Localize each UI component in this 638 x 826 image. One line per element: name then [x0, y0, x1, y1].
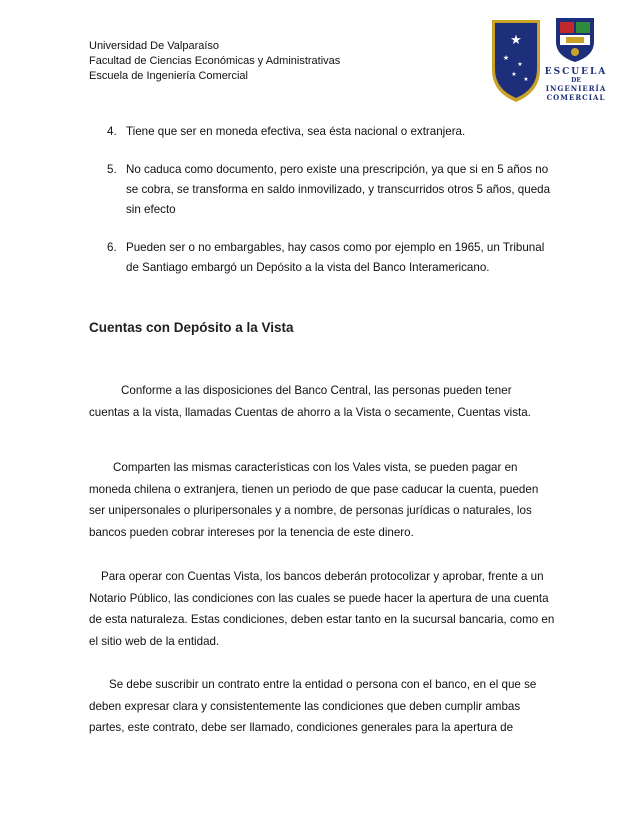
list-item	[89, 238, 559, 278]
list-item	[89, 160, 559, 220]
paragraph: Conforme a las disposiciones del Banco Central, las personas pueden tener cuentas a la vista, llamadas Cuentas de ahorro a la Vista o secamente, Cuentas vista.	[89, 384, 531, 419]
list-item-text: Pueden ser o no embargables, hay casos como por ejemplo en 1965, un Tribunal de Santiago embargó un Depósito a la vista del Banco Interamericano.	[126, 241, 545, 274]
svg-text:★: ★	[502, 54, 510, 62]
paragraph: Comparten las mismas características con los Vales vista, se pueden pagar en moneda chilena o extranjera, tienen un periodo de que pase caducar la cuenta, pueden ser unipersonales o pluripersonales y a nombre, de personas jurídicas o naturales, los bancos pueden cobrar intereses por la tenencia de este dinero.	[89, 461, 539, 539]
header-faculty: Facultad de Ciencias Económicas y Administrativas	[89, 55, 341, 67]
numbered-list	[89, 122, 559, 296]
list-item-text: Tiene que ser en moneda efectiva, sea ésta nacional o extranjera.	[126, 125, 466, 138]
institution-header	[89, 39, 340, 84]
university-logos	[490, 16, 608, 106]
list-item	[89, 122, 559, 142]
list-item-number: 6.	[107, 241, 117, 254]
paragraph: Se debe suscribir un contrato entre la entidad o persona con el banco, en el que se deben expresar clara y consistentemente las condiciones que deben cumplir ambas partes, este contrato, debe ser llamado, condiciones generales para la apertura de	[89, 678, 537, 734]
svg-text:★: ★	[511, 71, 517, 78]
school-shield-logo	[556, 18, 594, 62]
paragraph: Para operar con Cuentas Vista, los bancos deberán protocolizar y aprobar, frente a un Notario Público, las condiciones con las cuales se puede hacer la apertura de una cuenta de esta naturaleza. Estas condiciones, deben estar tanto en la sucursal bancaria, como en el sitio web de la entidad.	[89, 570, 555, 648]
list-item-text: No caduca como documento, pero existe una prescripción, ya que si en 5 años no se cobra, se transforma en saldo inmovilizado, y transcurridos otros 5 años, queda sin efecto	[126, 163, 551, 216]
header-university: Universidad De Valparaíso	[89, 40, 220, 52]
svg-text:★: ★	[523, 76, 529, 83]
list-item-number: 4.	[107, 125, 117, 138]
header-school: Escuela de Ingeniería Comercial	[89, 70, 248, 82]
svg-text:★: ★	[517, 61, 523, 68]
school-logo-text-2: DE	[571, 77, 581, 84]
university-shield-logo	[492, 20, 540, 102]
list-item-number: 5.	[107, 163, 117, 176]
school-logo-text-3: INGENIERÍA	[545, 84, 607, 93]
school-logo-text-4: COMERCIAL	[546, 93, 606, 102]
section-heading: Cuentas con Depósito a la Vista	[89, 320, 294, 335]
school-logo-text-1: ESCUELA	[544, 67, 608, 77]
svg-text:★: ★	[510, 33, 522, 48]
